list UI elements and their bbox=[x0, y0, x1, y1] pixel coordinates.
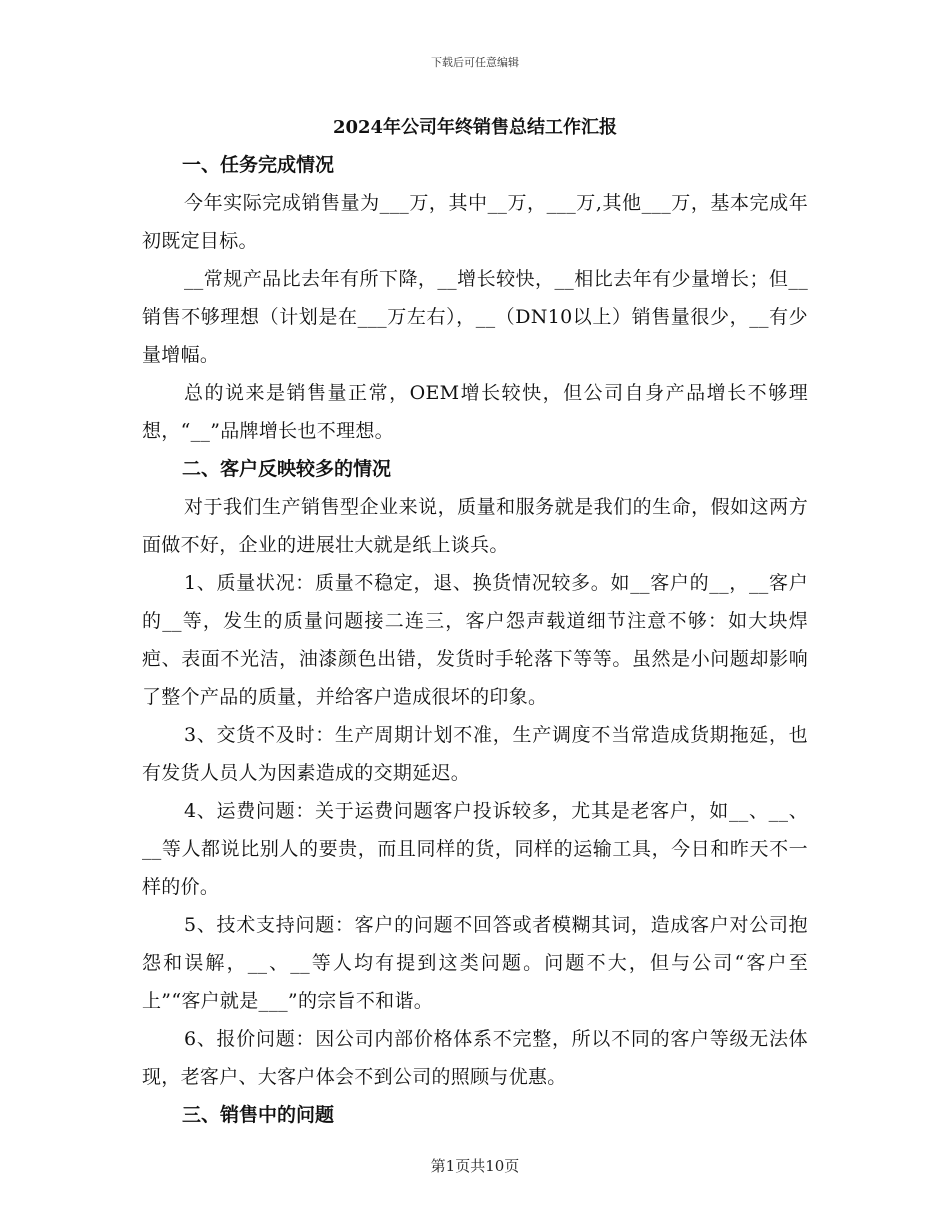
paragraph: __常规产品比去年有所下降，__增长较快，__相比去年有少量增长；但__销售不够理想（计划是在___万左右），__（DN10以上）销售量很少，__有少量增幅。 bbox=[142, 268, 808, 366]
document-title: 2024年公司年终销售总结工作汇报 bbox=[332, 117, 618, 138]
paragraph: 总的说来是销售量正常，OEM增长较快，但公司自身产品增长不够理想，“__”品牌增长也不理想。 bbox=[142, 382, 808, 442]
paragraph: 3、交货不及时：生产周期计划不准，生产调度不当常造成货期拖延，也有发货人员人为因素造成的交期延迟。 bbox=[142, 724, 808, 784]
paragraph: 今年实际完成销售量为___万，其中__万，___万,其他___万，基本完成年初既定目标。 bbox=[142, 192, 808, 252]
paragraph: 4、运费问题：关于运费问题客户投诉较多，尤其是老客户，如__、__、__等人都说比别人的要贵，而且同样的货，同样的运输工具，今日和昨天不一样的价。 bbox=[142, 800, 808, 898]
paragraph: 5、技术支持问题：客户的问题不回答或者模糊其词，造成客户对公司抱怨和误解，__、__等人均有提到这类问题。问题不大，但与公司“客户至上”“客户就是___”的宗旨不和谐。 bbox=[142, 914, 808, 1012]
section-heading-1: 一、任务完成情况 bbox=[182, 154, 335, 176]
section-heading-2: 二、客户反映较多的情况 bbox=[182, 458, 392, 480]
paragraph: 1、质量状况：质量不稳定，退、换货情况较多。如__客户的__，__客户的__等，发生的质量问题接二连三，客户怨声载道细节注意不够：如大块焊疤、表面不光洁，油漆颜色出错，发货时手轮落下等等。虽然是小问题却影响了整个产品的质量，并给客户造成很坏的印象。 bbox=[142, 572, 808, 708]
header-note: 下载后可任意编辑 bbox=[431, 56, 519, 69]
paragraph: 对于我们生产销售型企业来说，质量和服务就是我们的生命，假如这两方面做不好，企业的进展壮大就是纸上谈兵。 bbox=[142, 496, 808, 556]
paragraph: 6、报价问题：因公司内部价格体系不完整，所以不同的客户等级无法体现，老客户、大客户体会不到公司的照顾与优惠。 bbox=[142, 1028, 808, 1088]
document-body bbox=[142, 113, 808, 1134]
page-footer: 第1页共10页 bbox=[430, 1157, 520, 1175]
section-heading-3: 三、销售中的问题 bbox=[182, 1104, 335, 1126]
